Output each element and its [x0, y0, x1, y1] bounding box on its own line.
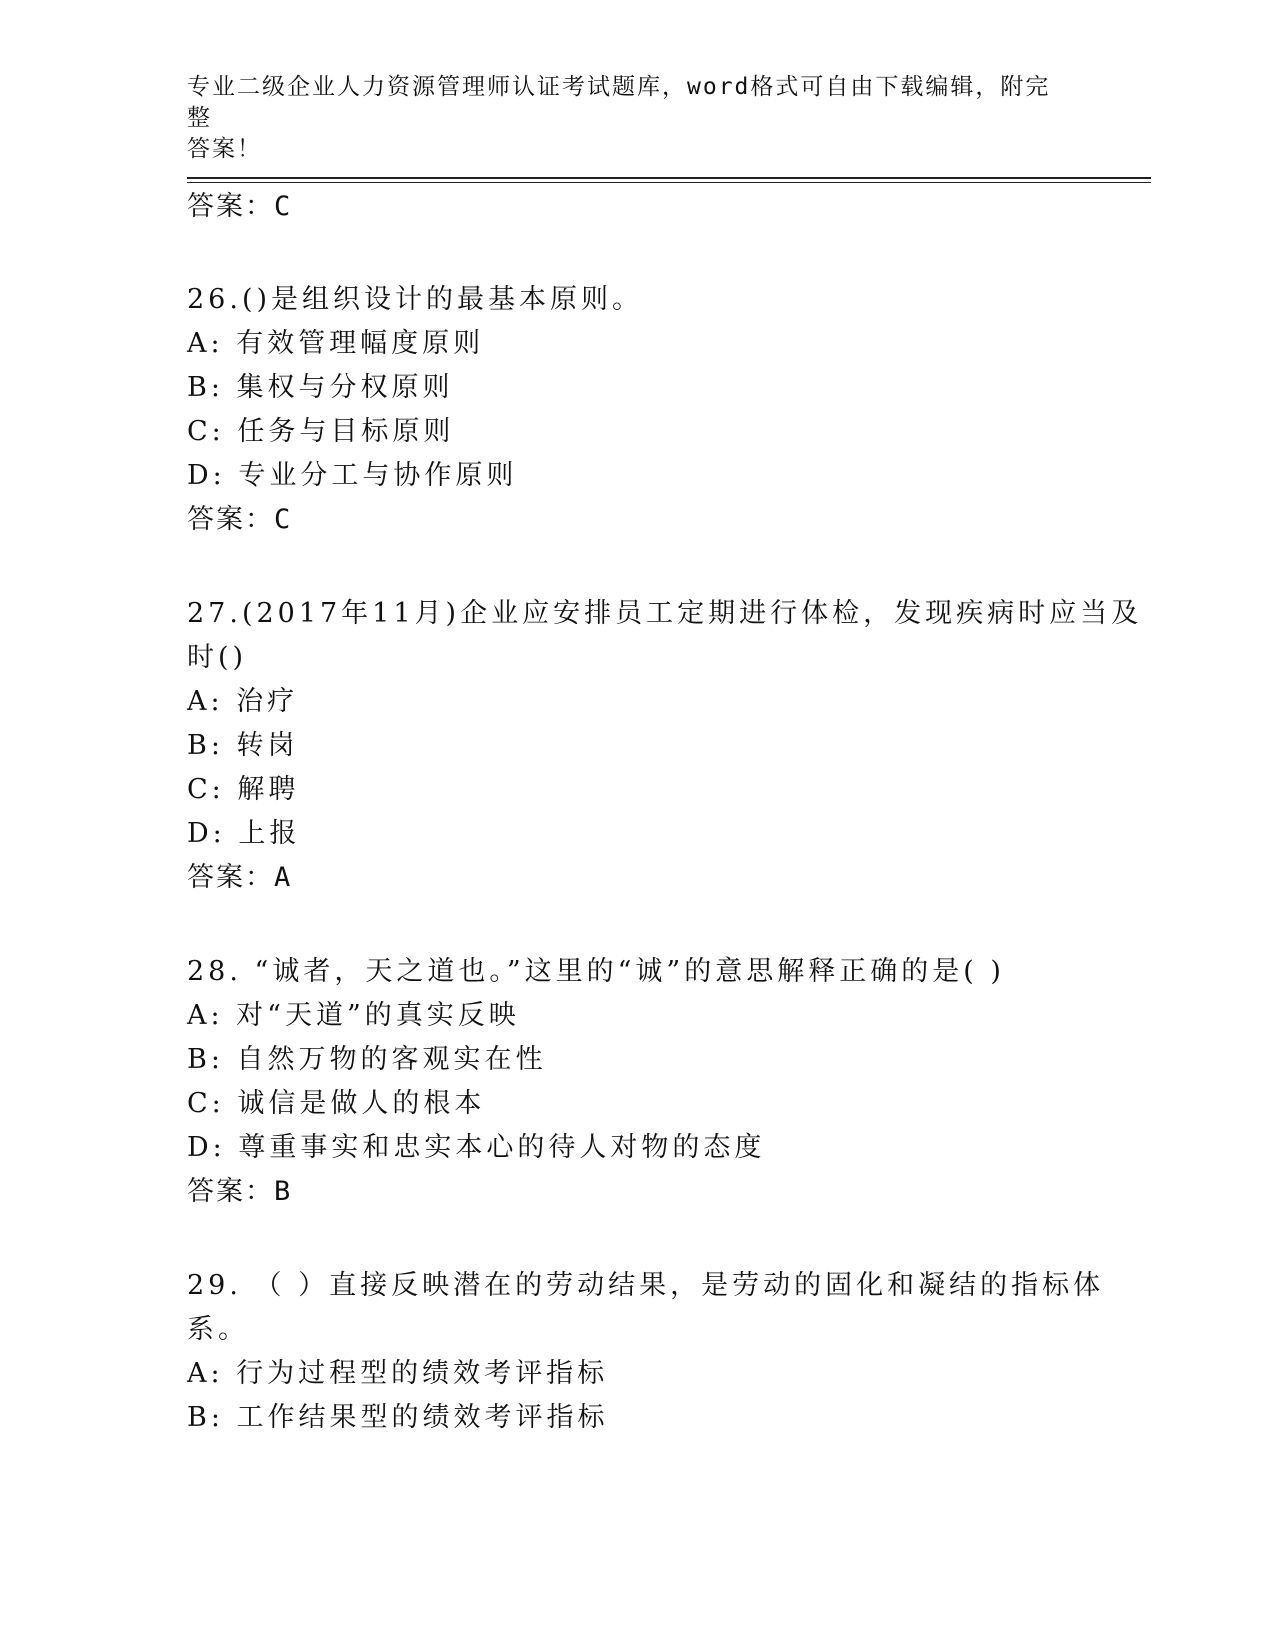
header-line-2: 答案！: [187, 136, 262, 162]
answer-line: [187, 1175, 292, 1209]
document-header: [187, 72, 1067, 165]
question-stem: 26.()是组织设计的最基本原则。: [187, 284, 644, 315]
question-stem: 28. “诚者，天之道也。”这里的“诚”的意思解释正确的是( ): [187, 956, 1005, 987]
option-a: A: 对“天道”的真实反映: [187, 1000, 520, 1031]
answer-line: [187, 190, 292, 224]
option-c: C: 任务与目标原则: [187, 416, 455, 447]
option-d: D: 上报: [187, 818, 301, 849]
option-a: A: 有效管理幅度原则: [187, 328, 485, 359]
question-stem: 29. （ ）直接反映潜在的劳动结果，是劳动的固化和凝结的指标体: [187, 1270, 1105, 1301]
option-b: B: 工作结果型的绩效考评指标: [187, 1402, 609, 1433]
option-a: A: 治疗: [187, 686, 299, 717]
question-stem-continuation: 系。: [187, 1314, 249, 1345]
answer-label: 答案：: [187, 862, 274, 893]
option-b: B: 自然万物的客观实在性: [187, 1044, 547, 1075]
answer-label: 答案：: [187, 191, 274, 222]
header-line-1: 专业二级企业人力资源管理师认证考试题库，word格式可自由下载编辑，附完整: [187, 74, 1051, 131]
option-c: C: 解聘: [187, 774, 300, 805]
option-b: B: 集权与分权原则: [187, 372, 454, 403]
header-rule-thin: [187, 182, 1151, 183]
answer-label: 答案：: [187, 504, 274, 535]
answer-value: C: [274, 504, 293, 535]
option-d: D: 尊重事实和忠实本心的待人对物的态度: [187, 1132, 766, 1163]
answer-value: B: [274, 1176, 293, 1207]
answer-line: [187, 861, 292, 895]
answer-label: 答案：: [187, 1176, 274, 1207]
answer-value: C: [274, 191, 293, 222]
answer-value: A: [274, 862, 293, 893]
option-c: C: 诚信是做人的根本: [187, 1088, 486, 1119]
question-stem-continuation: 时(): [187, 642, 248, 673]
option-a: A: 行为过程型的绩效考评指标: [187, 1358, 609, 1389]
option-b: B: 转岗: [187, 730, 299, 761]
answer-line: [187, 503, 292, 537]
option-d: D: 专业分工与协作原则: [187, 460, 518, 491]
header-rule-thick: [187, 177, 1151, 179]
question-stem: 27.(2017年11月)企业应安排员工定期进行体检，发现疾病时应当及: [187, 598, 1143, 629]
